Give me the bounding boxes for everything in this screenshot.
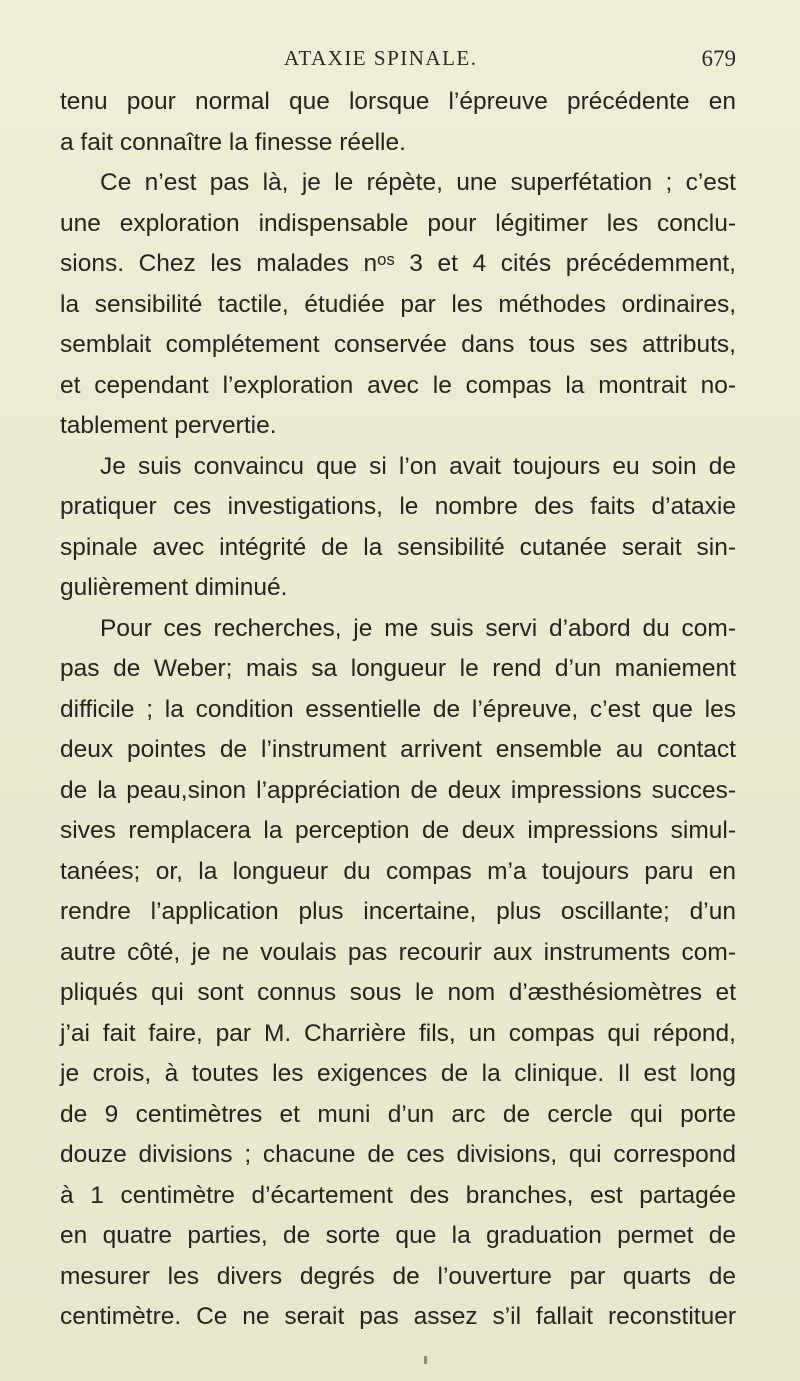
text-line: je crois, à toutes les exigences de la clinique. Il est long [60, 1060, 736, 1087]
text-line: gulièrement diminué. [60, 574, 288, 601]
text-line: à 1 centimètre d’écartement des branches, est partagée [60, 1181, 736, 1209]
text-line: autre côté, je ne voulais pas recourir aux instruments com- [60, 938, 736, 966]
body-text [60, 82, 736, 1338]
text-line: difficile ; la condition essentielle de l’épreuve, c’est que les [60, 695, 736, 723]
text-line: j’ai fait faire, par M. Charrière fils, un compas qui répond, [60, 1019, 736, 1047]
text-line: spinale avec intégrité de la sensibilité cutanée serait sin- [60, 533, 736, 561]
text-line: tanées; or, la longueur du compas m’a toujours paru en [60, 857, 736, 885]
text-line: de 9 centimètres et muni d’un arc de cercle qui porte [60, 1100, 736, 1128]
text-line: centimètre. Ce ne serait pas assez s’il fallait reconstituer [60, 1303, 736, 1330]
text-line: Pour ces recherches, je me suis servi d’abord du com- [100, 614, 736, 642]
text-line: sions. Chez les malades nᵒˢ 3 et 4 cités précédemment, [60, 250, 736, 277]
running-title: ATAXIE SPINALE. [284, 46, 478, 70]
text-line: pratiquer ces investigations, le nombre des faits d’ataxie [60, 493, 736, 520]
text-line: rendre l’application plus incertaine, plus oscillante; d’un [60, 898, 736, 925]
text-line: et cependant l’exploration avec le compas la montrait no- [60, 371, 736, 399]
text-line: douze divisions ; chacune de ces divisions, qui correspond [60, 1141, 736, 1168]
print-mark [424, 1356, 427, 1364]
text-line: pas de Weber; mais sa longueur le rend d’un maniement [60, 655, 736, 682]
text-line: Ce n’est pas là, je le répète, une superfétation ; c’est [100, 169, 736, 196]
text-line: mesurer les divers degrés de l’ouverture par quarts de [60, 1262, 736, 1290]
text-line: une exploration indispensable pour légitimer les conclu- [60, 209, 736, 237]
text-line: pliqués qui sont connus sous le nom d’æsthésiomètres et [60, 979, 736, 1006]
page-number: 679 [701, 46, 736, 71]
text-line: Je suis convaincu que si l’on avait toujours eu soin de [100, 452, 736, 480]
text-line: tablement pervertie. [60, 412, 277, 439]
text-line: sives remplacera la perception de deux impressions simul- [60, 817, 736, 844]
text-line: a fait connaître la finesse réelle. [60, 128, 406, 156]
text-line: en quatre parties, de sorte que la graduation permet de [60, 1222, 736, 1249]
text-line: deux pointes de l’instrument arrivent ensemble au contact [60, 736, 736, 763]
text-line: la sensibilité tactile, étudiée par les méthodes ordinaires, [60, 290, 736, 318]
text-line: tenu pour normal que lorsque l’épreuve précédente en [60, 88, 736, 115]
page-header [60, 46, 736, 86]
text-line: de la peau,sinon l’appréciation de deux impressions succes- [60, 776, 736, 804]
text-line: semblait complétement conservée dans tous ses attributs, [60, 331, 736, 358]
